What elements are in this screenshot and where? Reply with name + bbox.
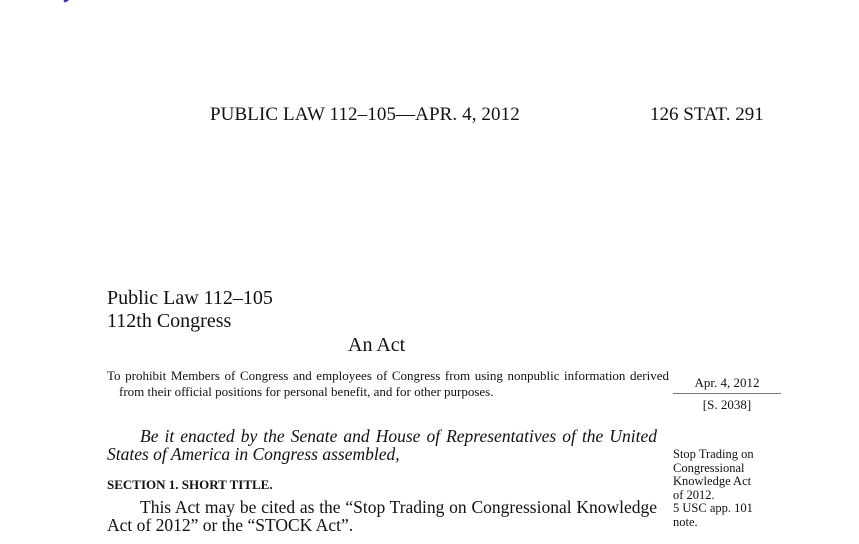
section-heading: SECTION 1. SHORT TITLE. [107, 477, 273, 492]
margin-note-line: of 2012. [673, 487, 715, 502]
approval-date: Apr. 4, 2012 [673, 375, 781, 394]
section-body: This Act may be cited as the “Stop Trading on Congressional Knowledge Act of 2012” or the “STOCK Act”. [107, 497, 657, 535]
approval-block [673, 375, 781, 413]
margin-note-line: 5 USC app. 101 [673, 501, 753, 515]
purpose-statement: To prohibit Members of Congress and employees of Congress from using nonpublic information derived from their official positions for personal benefit, and for other purposes. [107, 368, 669, 399]
margin-note-line: Stop Trading on [673, 447, 754, 461]
act-title: An Act [348, 334, 406, 356]
margin-note-line: Knowledge Act [673, 474, 752, 488]
public-law-number: Public Law 112–105 [107, 287, 273, 309]
law-identifier [107, 287, 273, 333]
margin-note [673, 448, 783, 529]
margin-note-line: Congressional [673, 460, 745, 475]
pen-mark-decoration [63, 0, 83, 3]
margin-note-line: note. [673, 514, 698, 529]
bill-number: [S. 2038] [702, 397, 752, 412]
enacting-clause: Be it enacted by the Senate and House of Representatives of the United States of America in Congress assembled, [107, 426, 657, 464]
statute-page-number: 126 STAT. 291 [650, 104, 764, 125]
congress-number: 112th Congress [107, 310, 232, 332]
running-head: PUBLIC LAW 112–105—APR. 4, 2012 [210, 104, 520, 125]
